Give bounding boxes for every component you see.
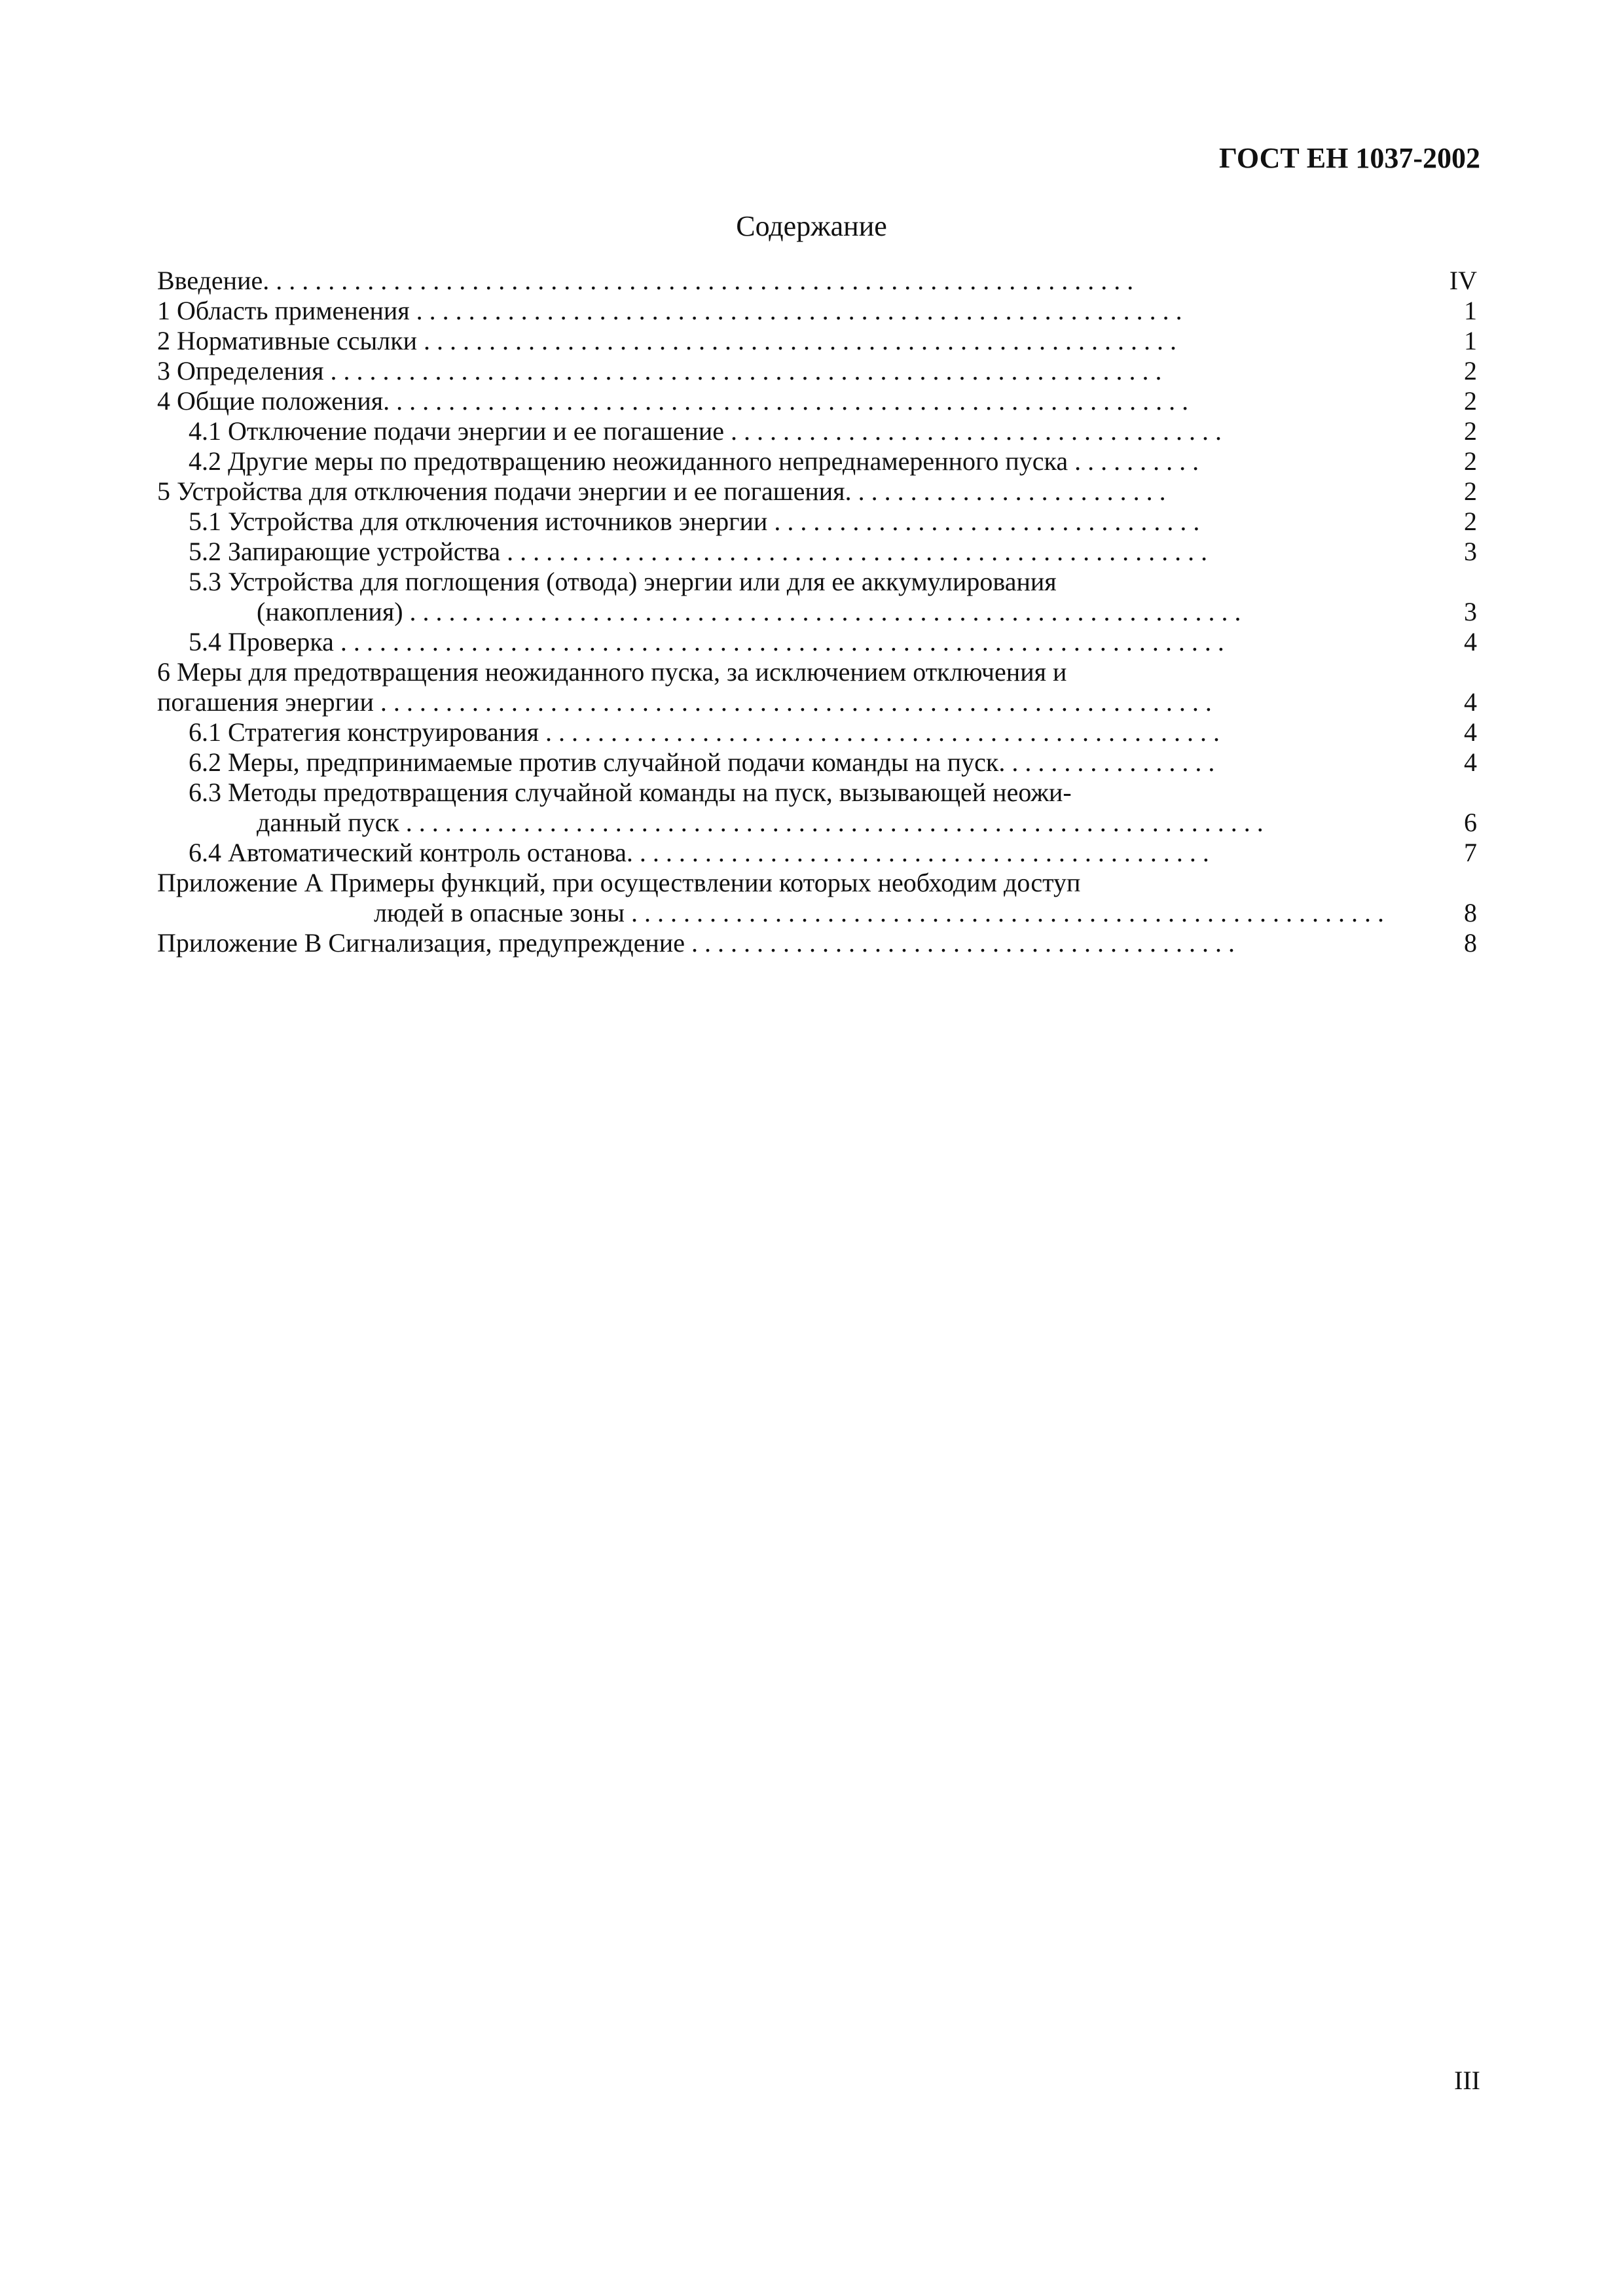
toc-entry-page: 2 xyxy=(1464,507,1477,536)
toc-entry-text: людей в опасные зоны . . . . . . . . . . . . . . . . . . . . . . . . . . . . . . . . . . . . . . . . . . . . . . . . . . . . . . . . . . xyxy=(374,898,1385,927)
toc-entry-page: 4 xyxy=(1464,747,1477,777)
toc-entry-page: 7 xyxy=(1464,838,1477,867)
toc-entry-text: 1 Область применения . . . . . . . . . . . . . . . . . . . . . . . . . . . . . . . . . . . . . . . . . . . . . . . . . . . . . . . . . . . xyxy=(157,296,1182,325)
toc-entry-page: 2 xyxy=(1464,446,1477,476)
toc-entry-text: 6 Меры для предотвращения неожиданного пуска, за исключением отключения и xyxy=(157,657,1067,687)
toc-entry-text: 5.2 Запирающие устройства . . . . . . . . . . . . . . . . . . . . . . . . . . . . . . . . . . . . . . . . . . . . . . . . . . . . . . xyxy=(189,537,1208,566)
toc-entry-text: (накопления) . . . . . . . . . . . . . . . . . . . . . . . . . . . . . . . . . . . . . . . . . . . . . . . . . . . . . . . . . . . . . . . . xyxy=(257,597,1241,626)
toc-entry-page: 4 xyxy=(1464,687,1477,717)
toc-entry-appendix-b[interactable] xyxy=(157,928,1477,958)
toc-entry-page: 2 xyxy=(1464,356,1477,386)
toc-entry-appendix-a-continued[interactable] xyxy=(157,898,1477,928)
toc-entry-text: 5.3 Устройства для поглощения (отвода) энергии или для ее аккумулирования xyxy=(189,567,1057,596)
toc-entry-2[interactable] xyxy=(157,326,1477,356)
toc-entry-1[interactable] xyxy=(157,296,1477,326)
toc-entry-page: 4 xyxy=(1464,627,1477,656)
toc-entry-text: 4 Общие положения. . . . . . . . . . . . . . . . . . . . . . . . . . . . . . . . . . . . . . . . . . . . . . . . . . . . . . . . . . . . . . xyxy=(157,386,1189,416)
toc-entry-page: 8 xyxy=(1464,898,1477,927)
page-number: III xyxy=(1454,2066,1480,2095)
document-code: ГОСТ ЕН 1037-2002 xyxy=(1218,142,1480,174)
toc-entry-page: 2 xyxy=(1464,476,1477,506)
toc-entry-5-3-continued[interactable] xyxy=(157,597,1477,627)
toc-entry-text: Приложение В Сигнализация, предупреждение . . . . . . . . . . . . . . . . . . . . . . . . . . . . . . . . . . . . . . . . . . xyxy=(157,928,1235,958)
toc-entry-text: 2 Нормативные ссылки . . . . . . . . . . . . . . . . . . . . . . . . . . . . . . . . . . . . . . . . . . . . . . . . . . . . . . . . . . xyxy=(157,326,1177,355)
toc-entry-6-4[interactable] xyxy=(157,838,1477,868)
toc-entry-6-2[interactable] xyxy=(157,747,1477,778)
toc-entry-text: 5.1 Устройства для отключения источников энергии . . . . . . . . . . . . . . . . . . . . . . . . . . . . . . . . . xyxy=(189,507,1200,536)
toc-entry-6-1[interactable] xyxy=(157,717,1477,747)
toc-entry-5-4[interactable] xyxy=(157,627,1477,657)
toc-entry-5-1[interactable] xyxy=(157,507,1477,537)
toc-entry-5-3[interactable] xyxy=(157,567,1477,597)
toc-entry-page: IV xyxy=(1449,266,1477,295)
toc-entry-page: 3 xyxy=(1464,537,1477,566)
toc-entry-introduction[interactable] xyxy=(157,266,1477,296)
toc-entry-4-2[interactable] xyxy=(157,446,1477,476)
toc-entry-text: 5 Устройства для отключения подачи энергии и ее погашения. . . . . . . . . . . . . . . . . . . . . . . . . xyxy=(157,476,1166,506)
toc-title: Содержание xyxy=(736,210,887,242)
toc-entry-text: 4.2 Другие меры по предотвращению неожиданного непреднамеренного пуска . . . . . . . . . . xyxy=(189,446,1199,476)
toc-entry-page: 3 xyxy=(1464,597,1477,626)
toc-entry-page: 8 xyxy=(1464,928,1477,958)
toc-entry-appendix-a[interactable] xyxy=(157,868,1477,898)
toc-entry-page: 2 xyxy=(1464,386,1477,416)
toc-entry-text: 6.3 Методы предотвращения случайной команды на пуск, вызывающей неожи- xyxy=(189,778,1072,807)
toc-entry-5[interactable] xyxy=(157,476,1477,507)
toc-entry-3[interactable] xyxy=(157,356,1477,386)
toc-entry-page: 4 xyxy=(1464,717,1477,747)
toc-entry-5-2[interactable] xyxy=(157,537,1477,567)
toc-entry-text: погашения энергии . . . . . . . . . . . . . . . . . . . . . . . . . . . . . . . . . . . . . . . . . . . . . . . . . . . . . . . . . . . . . . . . xyxy=(157,687,1212,717)
toc-entry-text: данный пуск . . . . . . . . . . . . . . . . . . . . . . . . . . . . . . . . . . . . . . . . . . . . . . . . . . . . . . . . . . . . . . . . . . xyxy=(257,808,1264,837)
toc-entry-6-3-continued[interactable] xyxy=(157,808,1477,838)
toc-entry-text: 6.1 Стратегия конструирования . . . . . . . . . . . . . . . . . . . . . . . . . . . . . . . . . . . . . . . . . . . . . . . . . . . . xyxy=(189,717,1220,747)
toc-entry-page: 1 xyxy=(1464,296,1477,325)
toc-entry-text: 6.4 Автоматический контроль останова. . . . . . . . . . . . . . . . . . . . . . . . . . . . . . . . . . . . . . . . . . . . . xyxy=(189,838,1209,867)
toc-entry-6[interactable] xyxy=(157,657,1477,687)
toc-entry-page: 1 xyxy=(1464,326,1477,355)
toc-entry-page: 6 xyxy=(1464,808,1477,837)
toc-entry-text: 3 Определения . . . . . . . . . . . . . . . . . . . . . . . . . . . . . . . . . . . . . . . . . . . . . . . . . . . . . . . . . . . . . . . . xyxy=(157,356,1162,386)
toc-entry-6-3[interactable] xyxy=(157,778,1477,808)
toc-entry-text: 4.1 Отключение подачи энергии и ее погашение . . . . . . . . . . . . . . . . . . . . . . . . . . . . . . . . . . . . . . xyxy=(189,416,1222,446)
toc-entry-6-continued[interactable] xyxy=(157,687,1477,717)
toc-entry-text: 5.4 Проверка . . . . . . . . . . . . . . . . . . . . . . . . . . . . . . . . . . . . . . . . . . . . . . . . . . . . . . . . . . . . . . . . . . . . xyxy=(189,627,1224,656)
table-of-contents xyxy=(157,266,1477,958)
toc-entry-text: Приложение А Примеры функций, при осуществлении которых необходим доступ xyxy=(157,868,1081,897)
toc-entry-text: 6.2 Меры, предпринимаемые против случайной подачи команды на пуск. . . . . . . . . . . . . . . . . xyxy=(189,747,1215,777)
toc-entry-4[interactable] xyxy=(157,386,1477,416)
toc-entry-4-1[interactable] xyxy=(157,416,1477,446)
toc-entry-page: 2 xyxy=(1464,416,1477,446)
toc-entry-text: Введение. . . . . . . . . . . . . . . . . . . . . . . . . . . . . . . . . . . . . . . . . . . . . . . . . . . . . . . . . . . . . . . . . . . xyxy=(157,266,1134,295)
